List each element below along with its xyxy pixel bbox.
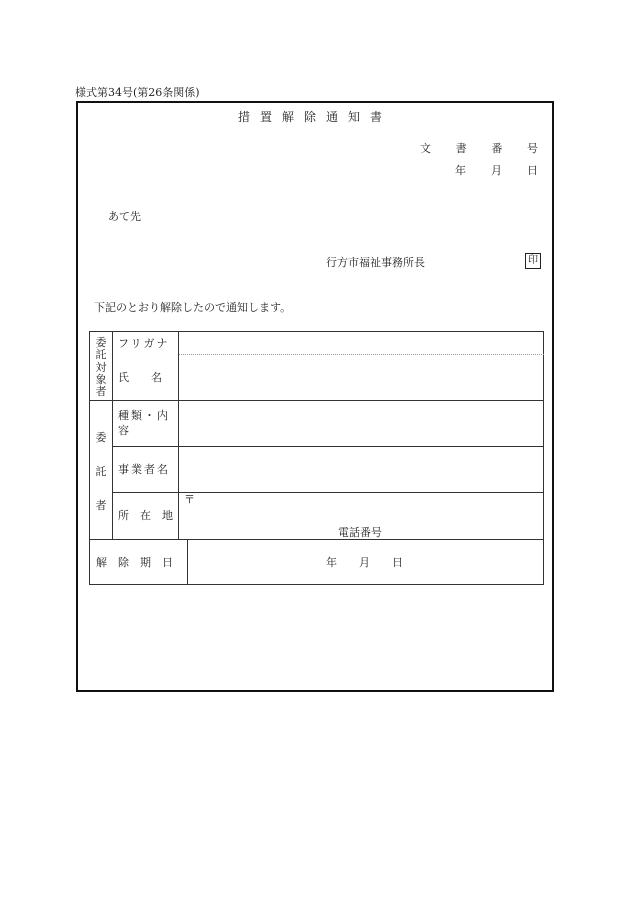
document-number-label bbox=[420, 143, 538, 154]
document-number-char: 文 bbox=[420, 142, 431, 155]
business-name-label: 事業者名 bbox=[118, 463, 170, 476]
month-char: 月 bbox=[491, 164, 502, 177]
year-char: 年 bbox=[455, 164, 466, 177]
phone-label: 電話番号 bbox=[338, 526, 382, 539]
column-divider bbox=[112, 332, 113, 539]
group-char: 者 bbox=[95, 385, 107, 399]
document-title: 措置解除通知書 bbox=[237, 110, 392, 124]
day-char: 日 bbox=[527, 164, 538, 177]
furigana-divider bbox=[178, 354, 544, 355]
column-divider bbox=[187, 539, 188, 585]
group-char: 託 bbox=[95, 348, 107, 362]
issuer-name: 行方市福祉事務所長 bbox=[326, 256, 425, 269]
column-divider bbox=[178, 332, 179, 539]
release-date-label: 解 除 期 日 bbox=[96, 556, 173, 569]
row-divider bbox=[112, 492, 544, 493]
target-person-group-label bbox=[95, 337, 107, 399]
info-table bbox=[89, 331, 544, 585]
row-divider bbox=[112, 446, 544, 447]
form-number-label: 様式第34号(第26条関係) bbox=[75, 86, 200, 99]
postal-mark: 〒 bbox=[184, 493, 195, 506]
furigana-label: フリガナ bbox=[118, 337, 170, 350]
group-char: 象 bbox=[95, 372, 107, 386]
row-divider bbox=[90, 539, 544, 540]
seal-mark: 印 bbox=[525, 253, 541, 269]
month-char: 月 bbox=[359, 556, 370, 569]
name-label: 氏 名 bbox=[118, 371, 162, 384]
recipient-label: あて先 bbox=[108, 210, 141, 223]
row-divider bbox=[90, 400, 544, 401]
notice-text: 下記のとおり解除したので通知します。 bbox=[94, 301, 292, 314]
year-char: 年 bbox=[326, 556, 337, 569]
issue-date-label bbox=[455, 165, 538, 176]
type-content-label-line2: 容 bbox=[118, 424, 129, 437]
group-char: 対 bbox=[95, 360, 107, 374]
release-date-value bbox=[326, 557, 403, 568]
group-char: 者 bbox=[95, 499, 107, 512]
document-number-char: 番 bbox=[491, 142, 503, 155]
type-content-label: 種類・内 bbox=[118, 409, 170, 422]
day-char: 日 bbox=[392, 556, 403, 569]
document-number-char: 書 bbox=[455, 142, 467, 155]
group-char: 託 bbox=[95, 465, 107, 478]
contractor-group-label bbox=[95, 432, 107, 511]
address-label: 所 在 地 bbox=[118, 509, 173, 522]
group-char: 委 bbox=[95, 431, 107, 444]
document-number-char: 号 bbox=[526, 142, 538, 155]
group-char: 委 bbox=[95, 336, 107, 349]
